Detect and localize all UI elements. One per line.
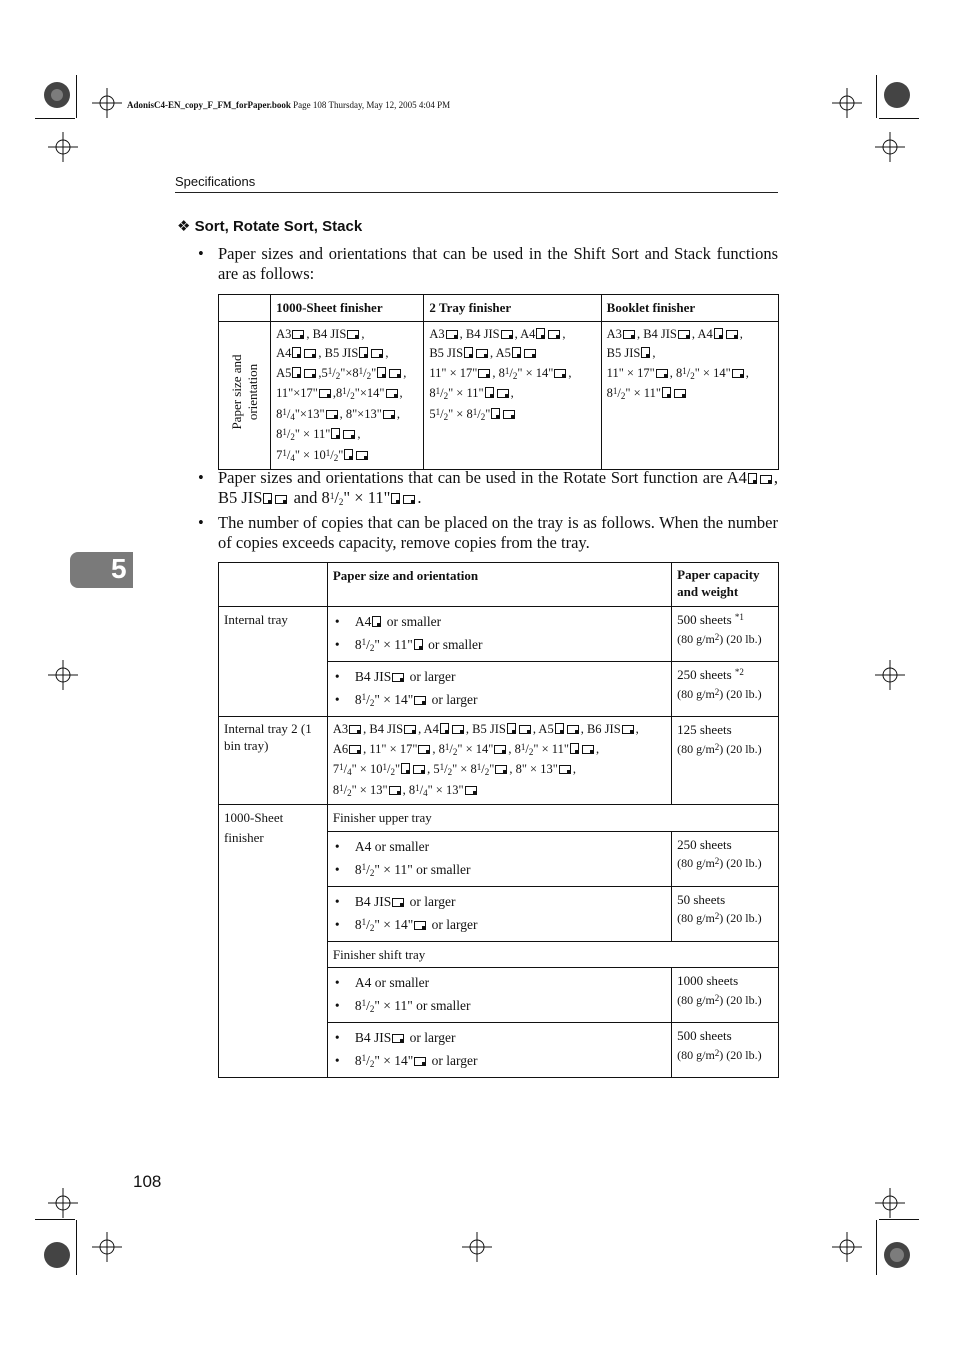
sizes-booklet: A3 , B4 JIS , A4 , B5 JIS , 11" × 17" , $8^1/_2$" × 14" , $8^1/_2$" × 11" (601, 321, 778, 470)
shift-tray-small-sizes: • A4 or smaller • $8^1/_2$" × 11" or smaller (327, 968, 671, 1023)
table-corner (219, 563, 328, 607)
crosshair-icon (48, 1188, 78, 1218)
bullet-shift-sort: • Paper sizes and orientations that can be used in the Shift Sort and Stack functions are as follows: (218, 244, 778, 284)
crosshair-icon (462, 1232, 492, 1262)
internal-tray-2-sizes: A3 , B4 JIS , A4 , B5 JIS , A5 , B6 JIS , A6 , 11" × 17" , $8^1/_2$" × 14" , $8^1/_2$" × 11" , $7^1/_4$" × $10^1/_2$" , $5^1/_2$" × $8^1/_2$" , 8" × 13" , $8^1/_2$" × 13" , $8^1/_4$" × 13" (327, 717, 671, 805)
table-row (219, 717, 779, 805)
crosshair-icon (875, 660, 905, 690)
bullet-tray-capacity: • The number of copies that can be placed on the tray is as follows. When the number of copies exceeds capacity, remove copies from the tray. (218, 513, 778, 553)
bullet-rotate-sort: • Paper sizes and orientations that can be used in the Rotate Sort function are A4 , B5 JIS and $8^1/_2$" × 11" . (218, 468, 778, 510)
registration-target-icon (880, 1238, 914, 1272)
col-header-2-tray: 2 Tray finisher (424, 295, 601, 322)
page-number: 108 (133, 1172, 162, 1191)
crosshair-icon (875, 132, 905, 162)
table-row (219, 607, 779, 662)
shift-sort-table (218, 294, 779, 470)
file-label: AdonisC4-EN_copy_F_FM_forPaper.book (127, 100, 291, 110)
sizes-2-tray: A3 , B4 JIS , A4 , B5 JIS , A5 11" × 17" , $8^1/_2$" × 14" , $8^1/_2$" × 11" , $5^1/_2$" × $8^1/_2$" (424, 321, 601, 470)
crosshair-icon (832, 1232, 862, 1262)
crosshair-icon (48, 132, 78, 162)
registration-target-icon (880, 78, 914, 112)
capacity-cell: 500 sheets (80 $g/m^2$) (20 lb.) (672, 1023, 779, 1078)
capacity-cell: 250 sheets (80 $g/m^2$) (20 lb.) (672, 831, 779, 886)
registration-target-icon (40, 1238, 74, 1272)
row-label: Paper size and orientation (228, 353, 260, 430)
registration-target-icon (40, 78, 74, 112)
col-header-1000-sheet: 1000-Sheet finisher (271, 295, 424, 322)
upper-tray-small-sizes: • A4 or smaller • $8^1/_2$" × 11" or smaller (327, 831, 671, 886)
finisher-upper-tray-label: Finisher upper tray (327, 805, 778, 832)
capacity-cell: 1000 sheets (80 $g/m^2$) (20 lb.) (672, 968, 779, 1023)
crosshair-icon (875, 1188, 905, 1218)
tray-capacity-table (218, 562, 779, 1078)
table-corner (219, 295, 271, 322)
upper-tray-large-sizes: • B4 JIS or larger • $8^1/_2$" × 14" or larger (327, 886, 671, 941)
capacity-cell: 125 sheets (80 $g/m^2$) (20 lb.) (672, 717, 779, 805)
row-internal-tray-2: Internal tray 2 (1 bin tray) (219, 717, 328, 805)
capacity-cell: 50 sheets (80 $g/m^2$) (20 lb.) (672, 886, 779, 941)
table-row (219, 321, 779, 470)
section-heading (177, 217, 362, 235)
col-header-booklet: Booklet finisher (601, 295, 778, 322)
table-row (219, 295, 779, 322)
section-title: Sort, Rotate Sort, Stack (194, 218, 363, 235)
crosshair-icon (92, 1232, 122, 1262)
row-label-cell (219, 321, 271, 470)
internal-tray-large-sizes: • B4 JIS or larger • $8^1/_2$" × 14" or larger (327, 662, 671, 717)
internal-tray-small-sizes: • A4 or smaller • $8^1/_2$" × 11" or smaller (327, 607, 671, 662)
row-internal-tray: Internal tray (219, 607, 328, 717)
crosshair-icon (832, 88, 862, 118)
table-row (219, 563, 779, 607)
finisher-shift-tray-label: Finisher shift tray (327, 941, 778, 968)
print-header (127, 100, 450, 110)
col-header-capacity: Paper capacity and weight (672, 563, 779, 607)
diamond-bullet-icon: ❖ (177, 218, 191, 235)
col-header-size: Paper size and orientation (327, 563, 671, 607)
page-info: Page 108 Thursday, May 12, 2005 4:04 PM (293, 100, 451, 110)
row-finisher: 1000-Sheet finisher (219, 805, 328, 1078)
crosshair-icon (92, 88, 122, 118)
crosshair-icon (48, 660, 78, 690)
capacity-cell: 500 sheets $^{*1}$ (80 $g/m^2$) (20 lb.) (672, 607, 779, 662)
header-rule (175, 192, 778, 193)
chapter-number: 5 (111, 553, 127, 584)
table-row (219, 805, 779, 832)
shift-tray-large-sizes: • B4 JIS or larger • $8^1/_2$" × 14" or larger (327, 1023, 671, 1078)
sizes-1000-sheet: A3 , B4 JIS , A4 , B5 JIS , A5 $,5^1/_2"\times 8^1/_2$" , 11"×17" $,8^1/_2"\times 14$" , $8^1/_4"\times 13$" , 8"×13" , $8^1/_2$" × 11" , $7^1/_4$" × $10^1/_2$" (271, 321, 424, 470)
running-header: Specifications (175, 174, 256, 189)
capacity-cell: 250 sheets $^{*2}$ (80 $g/m^2$) (20 lb.) (672, 662, 779, 717)
